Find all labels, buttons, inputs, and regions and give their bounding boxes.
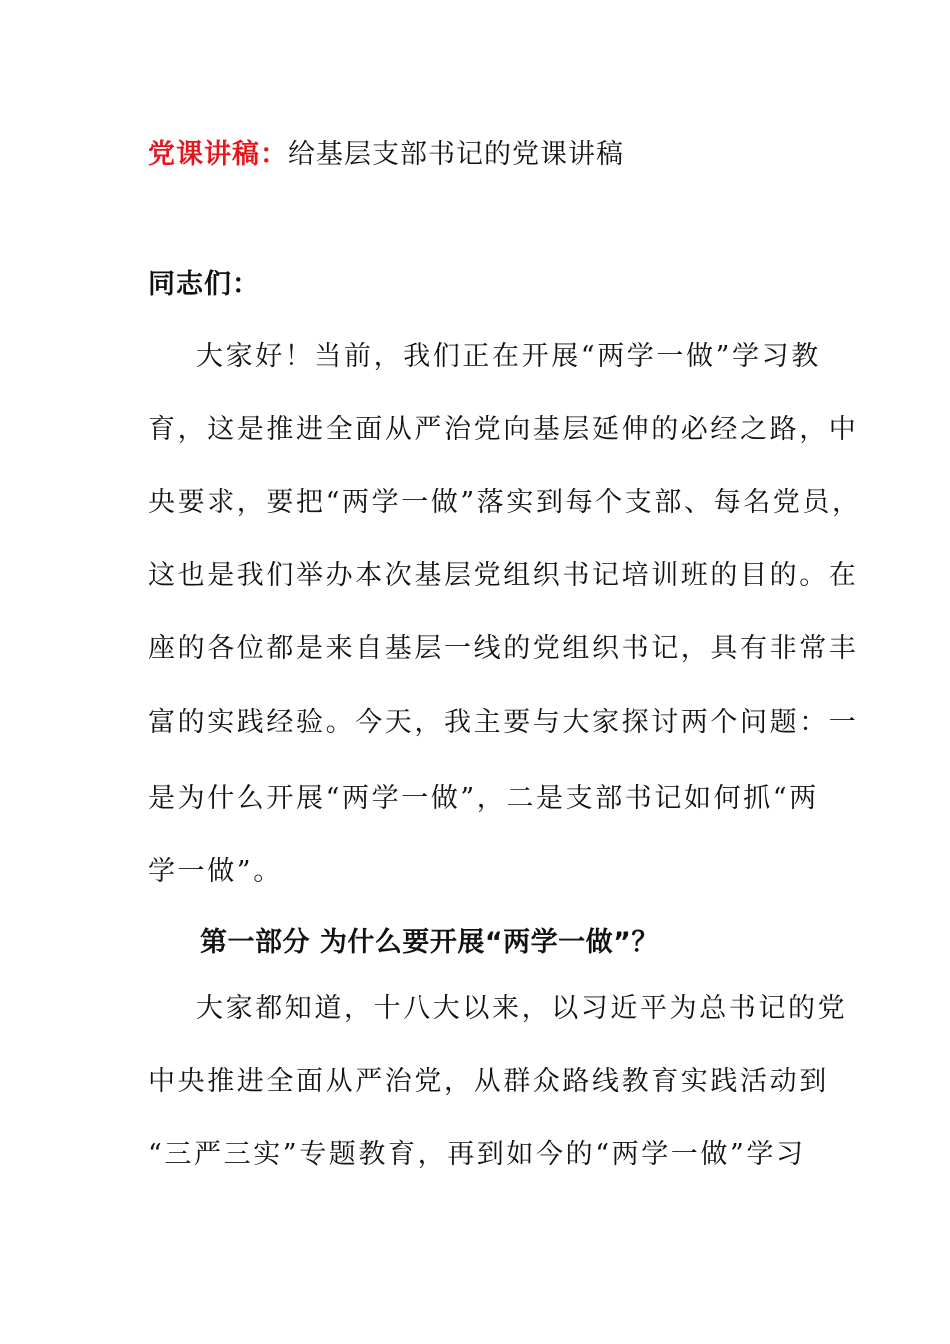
paragraph1-line: 是为什么开展“两学一做”，二是支部书记如何抓“两 xyxy=(148,783,819,814)
paragraph1-line: 学一做”。 xyxy=(148,856,283,887)
paragraph2-line: “三严三实”专题教育，再到如今的“两学一做”学习 xyxy=(148,1139,806,1170)
paragraph1-line: 这也是我们举办本次基层党组织书记培训班的目的。在 xyxy=(148,560,859,591)
paragraph2-line: 大家都知道，十八大以来，以习近平为总书记的党 xyxy=(196,993,848,1024)
salutation: 同志们： xyxy=(148,269,260,300)
paragraph1-line: 央要求，要把“两学一做”落实到每个支部、每名党员， xyxy=(148,487,862,518)
paragraph1-line: 大家好！当前，我们正在开展“两学一做”学习教 xyxy=(196,341,821,372)
section-heading: 第一部分 为什么要开展“两学一做”？ xyxy=(200,927,659,958)
title-main: 给基层支部书记的党课讲稿 xyxy=(288,139,624,170)
paragraph2-line: 中央推进全面从严治党，从群众路线教育实践活动到 xyxy=(148,1066,829,1097)
paragraph1-line: 育，这是推进全面从严治党向基层延伸的必经之路，中 xyxy=(148,414,859,445)
paragraph1-line: 座的各位都是来自基层一线的党组织书记，具有非常丰 xyxy=(148,633,859,664)
title-prefix: 党课讲稿： xyxy=(148,139,288,170)
document-title xyxy=(148,132,624,171)
paragraph1-line: 富的实践经验。今天，我主要与大家探讨两个问题：一 xyxy=(148,707,859,738)
